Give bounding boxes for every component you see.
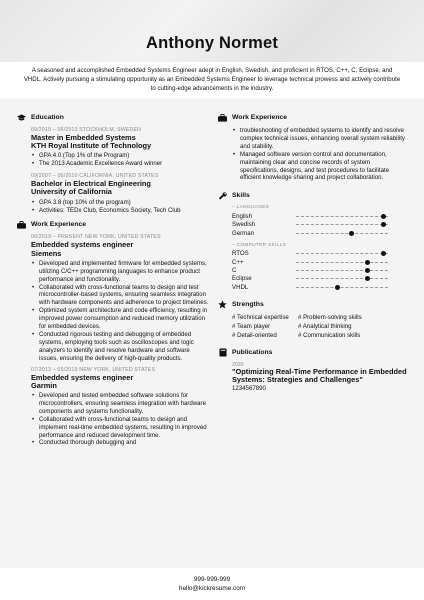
- work-entry: [31, 234, 209, 362]
- list-item: • Collaborated with cross-functional teams to design and test microcontroller-based systems, ensuring seamless integration with hardware components and adherence to project timelines.: [31, 284, 209, 308]
- candidate-name: Anthony Normet: [145, 34, 279, 52]
- graduation-cap-icon: [17, 113, 26, 122]
- institution: University of California: [31, 187, 112, 197]
- strength-tag: # Detail-oriented: [232, 331, 277, 339]
- skill-row: [232, 283, 408, 291]
- education-entry: [31, 173, 209, 214]
- strengths-title: Strengths: [232, 301, 264, 309]
- computer-skills-label: – COMPUTER SKILLS: [232, 242, 287, 248]
- skill-name: VHDL: [232, 283, 249, 291]
- skill-level-bar: [296, 233, 388, 234]
- skill-row: [232, 258, 408, 266]
- list-item: • Managed software version control and documentation, maintaining clear and concise records of system specifications, designs, and test procedures to facilitate efficient knowledge sharing and project collaboration.: [232, 151, 408, 183]
- skill-level-dot: [365, 268, 370, 273]
- degree: Bachelor in Electrical Engineering: [31, 179, 151, 189]
- list-item: • troubleshooting of embedded systems to identify and resolve complex technical issues, enhancing overall system reliability and stability.: [232, 127, 408, 151]
- strength-tag: # Analytical thinking: [298, 323, 352, 331]
- job-title: Embedded systems engineer: [31, 372, 134, 382]
- languages-list: [218, 212, 408, 237]
- summary: A seasoned and accomplished Embedded Systems Engineer adept in English, Swedish, and proficient in RTOS, C++, C, Eclipse, and VHDL. Actively pursuing a stimulating opportunity as an Embedded Systems Engineer to leverage technical prowess and actively contribute to cutting-edge advancements in the industry.: [23, 67, 401, 92]
- strengths-list: [232, 314, 408, 340]
- skill-row: [232, 212, 408, 220]
- publications-title: Publications: [232, 349, 273, 357]
- briefcase-icon: [218, 113, 227, 122]
- skill-name: Eclipse: [232, 275, 252, 283]
- strength-tag: # Team player: [232, 323, 271, 331]
- skill-row: [232, 221, 408, 229]
- publication-title: "Optimizing Real-Time Performance in Embedded Systems: Strategies and Challenges": [232, 367, 407, 385]
- entry-meta: 06/2019 – PRESENT NEW YORK, UNITED STATES: [31, 234, 161, 241]
- list-item: • Conducted thorough debugging and: [31, 439, 209, 447]
- star-icon: [218, 300, 227, 309]
- job-title: Embedded systems engineer: [31, 240, 134, 250]
- email-address: hello@kickresume.com: [178, 585, 246, 592]
- briefcase-icon: [17, 220, 26, 229]
- list-item: • GPA 4.0 (Top 1% of the Program): [31, 152, 209, 160]
- entry-meta: 09/2010 – 06/2013 STOCKHOLM, SWEDEN: [31, 127, 142, 133]
- education-heading: [17, 113, 209, 122]
- list-item: • The 2013 Academic Excellence Award winner: [31, 160, 209, 168]
- work-title: Work Experience: [232, 114, 288, 121]
- education-title: Education: [31, 114, 64, 121]
- education-entry: [31, 127, 209, 168]
- strength-tag: # Communication skills: [298, 331, 361, 339]
- strengths-heading: [218, 300, 408, 309]
- skills-title: Skills: [232, 192, 250, 200]
- list-item: • Collaborated with cross-functional teams to design and implement real-time embedded systems, resulting in improved performance and reduced development time.: [31, 416, 209, 440]
- entry-meta: 07/2013 – 05/2019 NEW YORK, UNITED STATES: [31, 366, 156, 373]
- entry-meta: 09/2007 – 06/2010 CALIFORNIA, UNITED STATES: [31, 173, 159, 180]
- institution: KTH Royal Institute of Technology: [31, 141, 152, 151]
- publication-number: 1234567890: [232, 384, 266, 392]
- skill-name: C: [232, 266, 237, 274]
- skill-level-bar: [296, 224, 388, 225]
- skill-name: RTOS: [232, 250, 249, 258]
- phone-number: 999-999-999: [193, 576, 231, 583]
- skill-level-dot: [381, 214, 386, 219]
- list-item: • Optimized system architecture and code efficiency, resulting in improved power consumption and reduced memory utilization for embedded devices.: [31, 307, 209, 331]
- publication-year: 2020: [232, 362, 244, 369]
- right-column: [218, 113, 408, 392]
- wrench-icon: [218, 191, 227, 200]
- book-icon: [218, 348, 227, 357]
- skill-name: English: [232, 213, 252, 221]
- skill-level-bar: [296, 287, 388, 288]
- list-item: • Activities: TEDx Club, Economics Society, Tech Club: [31, 207, 209, 215]
- skill-name: C++: [232, 258, 244, 266]
- left-column: [17, 113, 209, 447]
- company: Garmin: [31, 380, 57, 390]
- skill-level-bar: [296, 262, 388, 263]
- work-experience-heading: [218, 113, 408, 122]
- languages-label: – LANGUAGES: [232, 205, 270, 211]
- skill-row: [232, 229, 408, 237]
- work-entry: [31, 367, 209, 448]
- skill-name: Swedish: [232, 221, 256, 229]
- skill-level-dot: [335, 285, 340, 290]
- strength-tag: # Problem-solving skills: [298, 314, 362, 322]
- skill-level-dot: [365, 276, 370, 281]
- list-item: • GPA 3.8 (top 10% of the program): [31, 199, 209, 207]
- list-item: • Developed and implemented firmware for embedded systems, utilizing C/C++ programming languages to enhance product performance and functionality.: [31, 260, 209, 284]
- work-title: Work Experience: [31, 221, 87, 229]
- skill-level-bar: [296, 216, 388, 217]
- skill-level-bar: [296, 270, 388, 271]
- skill-level-dot: [381, 251, 386, 256]
- skill-level-bar: [296, 253, 388, 254]
- computer-skills-list: [218, 250, 408, 292]
- list-item: • Conducted rigorous testing and debugging of embedded systems, employing tools such as oscilloscopes and logic analyzers to identify and resolve hardware and software issues, ensuring the delivery of high-quality products.: [31, 331, 209, 363]
- list-item: • Developed and tested embedded software solutions for microcontrollers, ensuring seamless integration with hardware components and systems functionality.: [31, 392, 209, 416]
- skills-heading: [218, 191, 408, 200]
- skill-name: German: [232, 229, 255, 237]
- work-experience-heading: [17, 220, 209, 229]
- resume-header: [0, 0, 424, 62]
- skill-row: [232, 275, 408, 283]
- company: Siemens: [31, 248, 62, 258]
- contact-footer: [0, 575, 424, 593]
- degree: Master in Embedded Systems: [31, 133, 136, 142]
- strength-tag: # Technical expertise: [232, 314, 289, 322]
- skill-level-dot: [349, 231, 354, 236]
- skill-level-bar: [296, 278, 388, 279]
- skill-row: [232, 250, 408, 258]
- skill-level-dot: [381, 222, 386, 227]
- skill-row: [232, 266, 408, 274]
- publications-heading: [218, 348, 408, 357]
- skill-level-dot: [365, 260, 370, 265]
